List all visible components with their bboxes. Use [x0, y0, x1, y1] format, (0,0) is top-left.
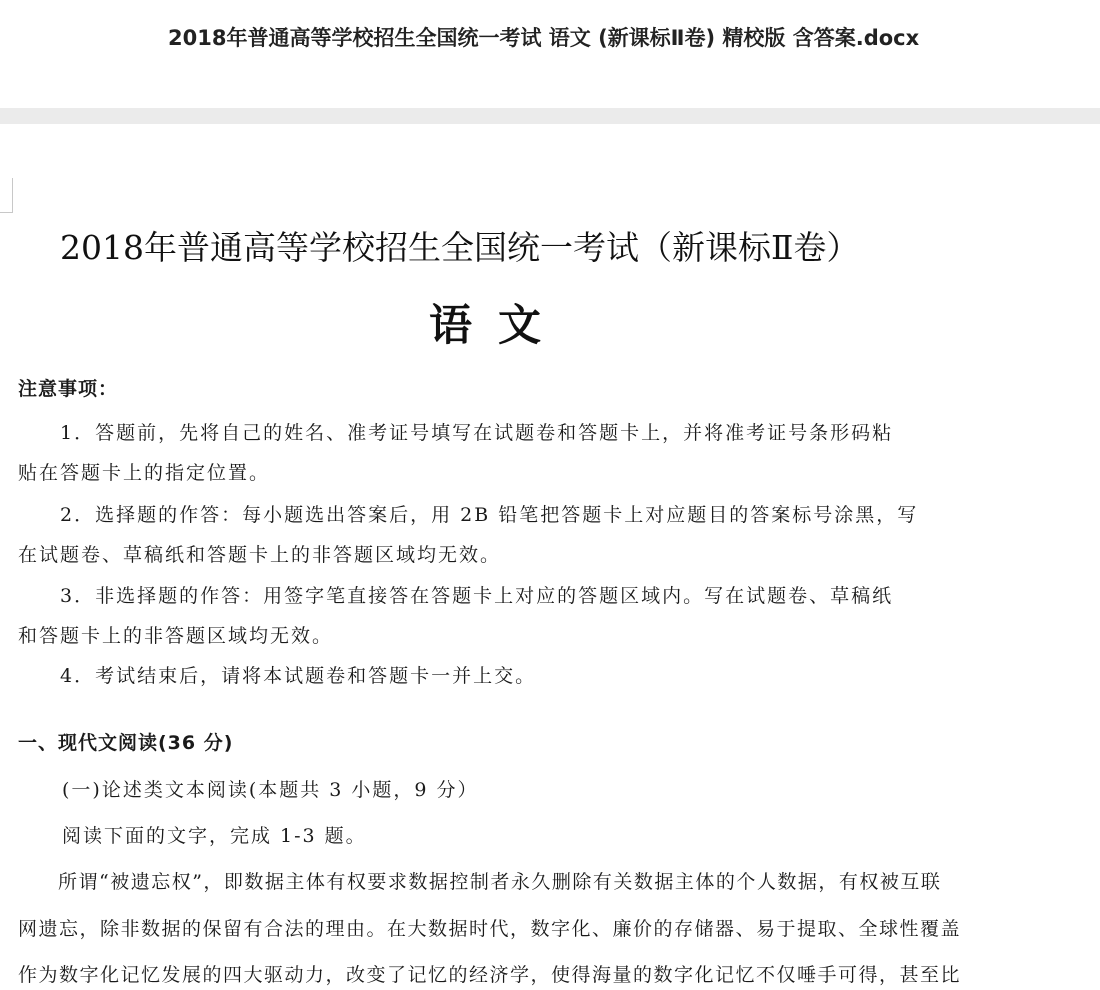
note-4-line-1: 4．考试结束后，请将本试题卷和答题卡一并上交。	[60, 665, 537, 687]
reading-instruction: 阅读下面的文字，完成 1-3 题。	[62, 825, 367, 847]
note-2-line-2: 在试题卷、草稿纸和答题卡上的非答题区域均无效。	[18, 544, 502, 566]
note-3-line-1: 3．非选择题的作答：用签字笔直接答在答题卡上对应的答题区域内。写在试题卷、草稿纸	[60, 585, 894, 607]
ruler-band	[0, 108, 1100, 125]
section-title: 一、现代文阅读(36 分)	[18, 732, 234, 754]
document-page[interactable]	[0, 124, 1100, 990]
note-3-line-2: 和答题卡上的非答题区域均无效。	[18, 625, 334, 647]
window-title-bar	[0, 0, 1100, 108]
passage-line-1: 所谓“被遗忘权”，即数据主体有权要求数据控制者永久删除有关数据主体的个人数据，有权被互联	[58, 871, 942, 893]
passage-line-2: 网遗忘，除非数据的保留有合法的理由。在大数据时代，数字化、廉价的存储器、易于提取、全球性覆盖	[18, 918, 962, 940]
exam-subject: 语文	[429, 301, 567, 351]
notes-title: 注意事项：	[18, 378, 119, 400]
document-filename: 2018年普通高等学校招生全国统一考试 语文 (新课标Ⅱ卷) 精校版 含答案.docx	[168, 26, 920, 50]
note-1-line-2: 贴在答题卡上的指定位置。	[18, 462, 271, 484]
page-corner-mark	[0, 178, 13, 213]
passage-line-3: 作为数字化记忆发展的四大驱动力，改变了记忆的经济学，使得海量的数字化记忆不仅唾手可得，甚至比	[18, 964, 962, 986]
note-2-line-1: 2．选择题的作答：每小题选出答案后，用 2B 铅笔把答题卡上对应题目的答案标号涂黑，写	[60, 504, 919, 526]
exam-heading: 2018年普通高等学校招生全国统一考试（新课标Ⅱ卷）	[60, 228, 860, 267]
subsection-title: (一)论述类文本阅读(本题共 3 小题，9 分）	[62, 779, 479, 801]
note-1-line-1: 1．答题前，先将自己的姓名、准考证号填写在试题卷和答题卡上，并将准考证号条形码粘	[60, 422, 894, 444]
